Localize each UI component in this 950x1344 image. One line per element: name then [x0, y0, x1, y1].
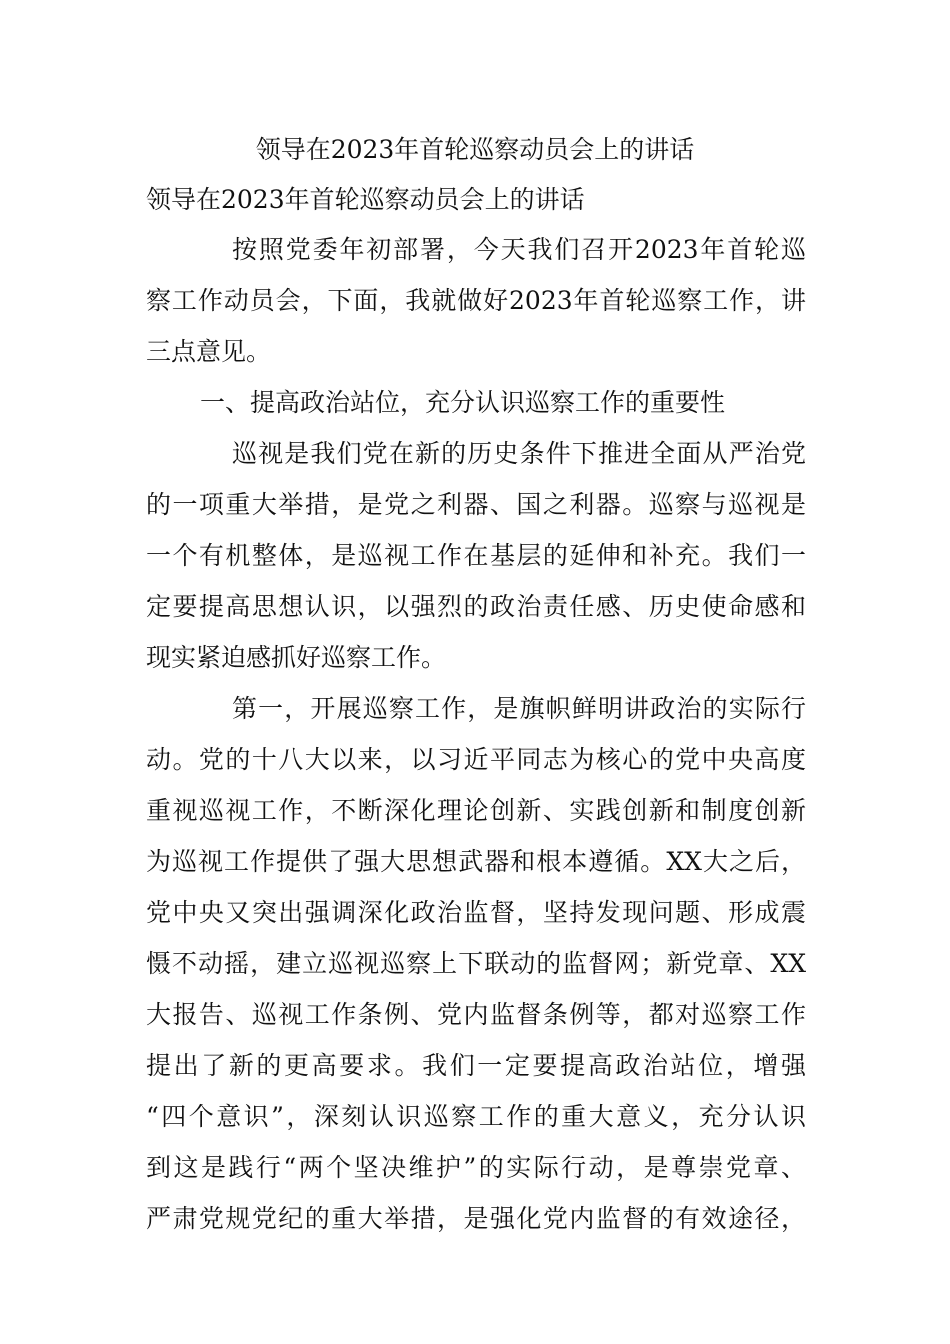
paragraph-line: 提出了新的更高要求。我们一定要提高政治站位，增强	[146, 1051, 806, 1080]
paragraph-line: 到这是践行“两个坚决维护”的实际行动，是尊崇党章、	[146, 1153, 806, 1182]
paragraph-line: 为巡视工作提供了强大思想武器和根本遵循。XX大之后，	[146, 847, 806, 876]
paragraph-line: 定要提高思想认识，以强烈的政治责任感、历史使命感和	[146, 592, 806, 621]
paragraph-line: “四个意识”，深刻认识巡察工作的重大意义，充分认识	[146, 1102, 806, 1131]
paragraph-line: 现实紧迫感抓好巡察工作。	[146, 643, 447, 672]
paragraph-line: 重视巡视工作，不断深化理论创新、实践创新和制度创新	[146, 796, 806, 825]
paragraph-line: 第一，开展巡察工作，是旗帜鲜明讲政治的实际行	[232, 694, 806, 723]
paragraph-line: 察工作动员会，下面，我就做好2023年首轮巡察工作，讲	[146, 286, 806, 315]
paragraph-line: 按照党委年初部署，今天我们召开2023年首轮巡	[232, 235, 806, 264]
document-title: 领导在2023年首轮巡察动员会上的讲话	[255, 135, 695, 164]
paragraph-line: 党中央又突出强调深化政治监督，坚持发现问题、形成震	[146, 898, 806, 927]
section-heading: 一、提高政治站位，充分认识巡察工作的重要性	[200, 388, 726, 417]
paragraph-line: 一个有机整体，是巡视工作在基层的延伸和补充。我们一	[146, 541, 806, 570]
paragraph-line: 巡视是我们党在新的历史条件下推进全面从严治党	[232, 439, 806, 468]
paragraph-line: 大报告、巡视工作条例、党内监督条例等，都对巡察工作	[146, 1000, 806, 1029]
document-body	[146, 230, 806, 1250]
document-subtitle: 领导在2023年首轮巡察动员会上的讲话	[146, 185, 585, 214]
paragraph-line: 严肃党规党纪的重大举措，是强化党内监督的有效途径，	[146, 1204, 806, 1233]
paragraph-line: 三点意见。	[146, 337, 272, 366]
paragraph-line: 的一项重大举措，是党之利器、国之利器。巡察与巡视是	[146, 490, 806, 519]
paragraph-line: 慑不动摇，建立巡视巡察上下联动的监督网；新党章、XX	[146, 949, 806, 978]
paragraph-line: 动。党的十八大以来，以习近平同志为核心的党中央高度	[146, 745, 806, 774]
